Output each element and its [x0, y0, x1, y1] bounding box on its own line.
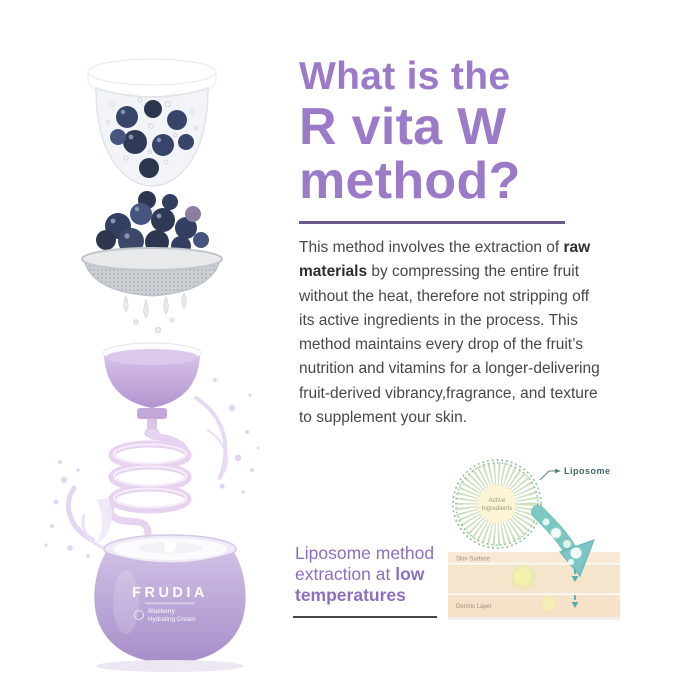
active-ingredients-core [478, 485, 517, 524]
liposome-caption [295, 543, 434, 606]
glow-particle [510, 564, 536, 590]
funnel-collar [137, 408, 167, 419]
text-line: extraction at low [295, 564, 425, 584]
callout-arrow-icon [555, 469, 561, 473]
liposome-illustration [453, 460, 541, 548]
strained-drips [124, 293, 187, 333]
core-label-line1: Active [488, 497, 506, 504]
text-line: fruit-derived vibrancy,fragrance, and texture [299, 384, 598, 402]
strainer-rim [82, 248, 222, 270]
title-divider [299, 221, 565, 224]
cream-cap-top [88, 59, 216, 85]
text-line: method maintains every drop of the fruit’s [299, 336, 584, 354]
title-line2: R vita W [299, 98, 507, 156]
text-line: materials by compressing the entire fruit [299, 263, 580, 281]
dermis-layer-label: Dermis Layer [456, 604, 492, 610]
text-line: without the heat, therefore not stripping off [299, 287, 590, 305]
caption-underline [293, 616, 437, 618]
text-line: nutrition and vitamins for a longer-delivering [299, 360, 600, 378]
jar-product-line1: Blueberry [148, 608, 175, 615]
blueberry-pile [96, 191, 209, 256]
page-title [299, 54, 521, 208]
extract-surface [106, 349, 198, 365]
jar-shadow [96, 660, 244, 672]
method-description [299, 236, 600, 430]
core-label-line2: Ingredients [481, 505, 513, 512]
text-line: Liposome method [295, 543, 435, 563]
water-splash-right [196, 378, 260, 494]
jar-product-line2: Hydrating Cream [148, 616, 196, 623]
text-line: This method involves the extraction of raw [299, 239, 591, 256]
liposome-callout [540, 466, 611, 480]
extraction-process-illustration [0, 0, 300, 679]
text-line: temperatures [295, 585, 406, 605]
text-line: its active ingredients in the process. This [299, 311, 578, 329]
liposome-label: Liposome [564, 466, 611, 476]
band-shadow [448, 617, 620, 620]
cream-jar [94, 535, 245, 672]
water-splash-left [44, 460, 112, 558]
jar-brand: FRUDIA [132, 585, 208, 601]
skin-surface-label: Skin Surface [456, 556, 491, 563]
title-line3: method? [299, 152, 521, 210]
title-intro: What is the [299, 55, 511, 98]
funnel-with-extract [103, 343, 201, 438]
jar-tagline-bar [145, 602, 195, 605]
liposome-diagram [440, 440, 679, 645]
text-line: to supplement your skin. [299, 409, 468, 427]
